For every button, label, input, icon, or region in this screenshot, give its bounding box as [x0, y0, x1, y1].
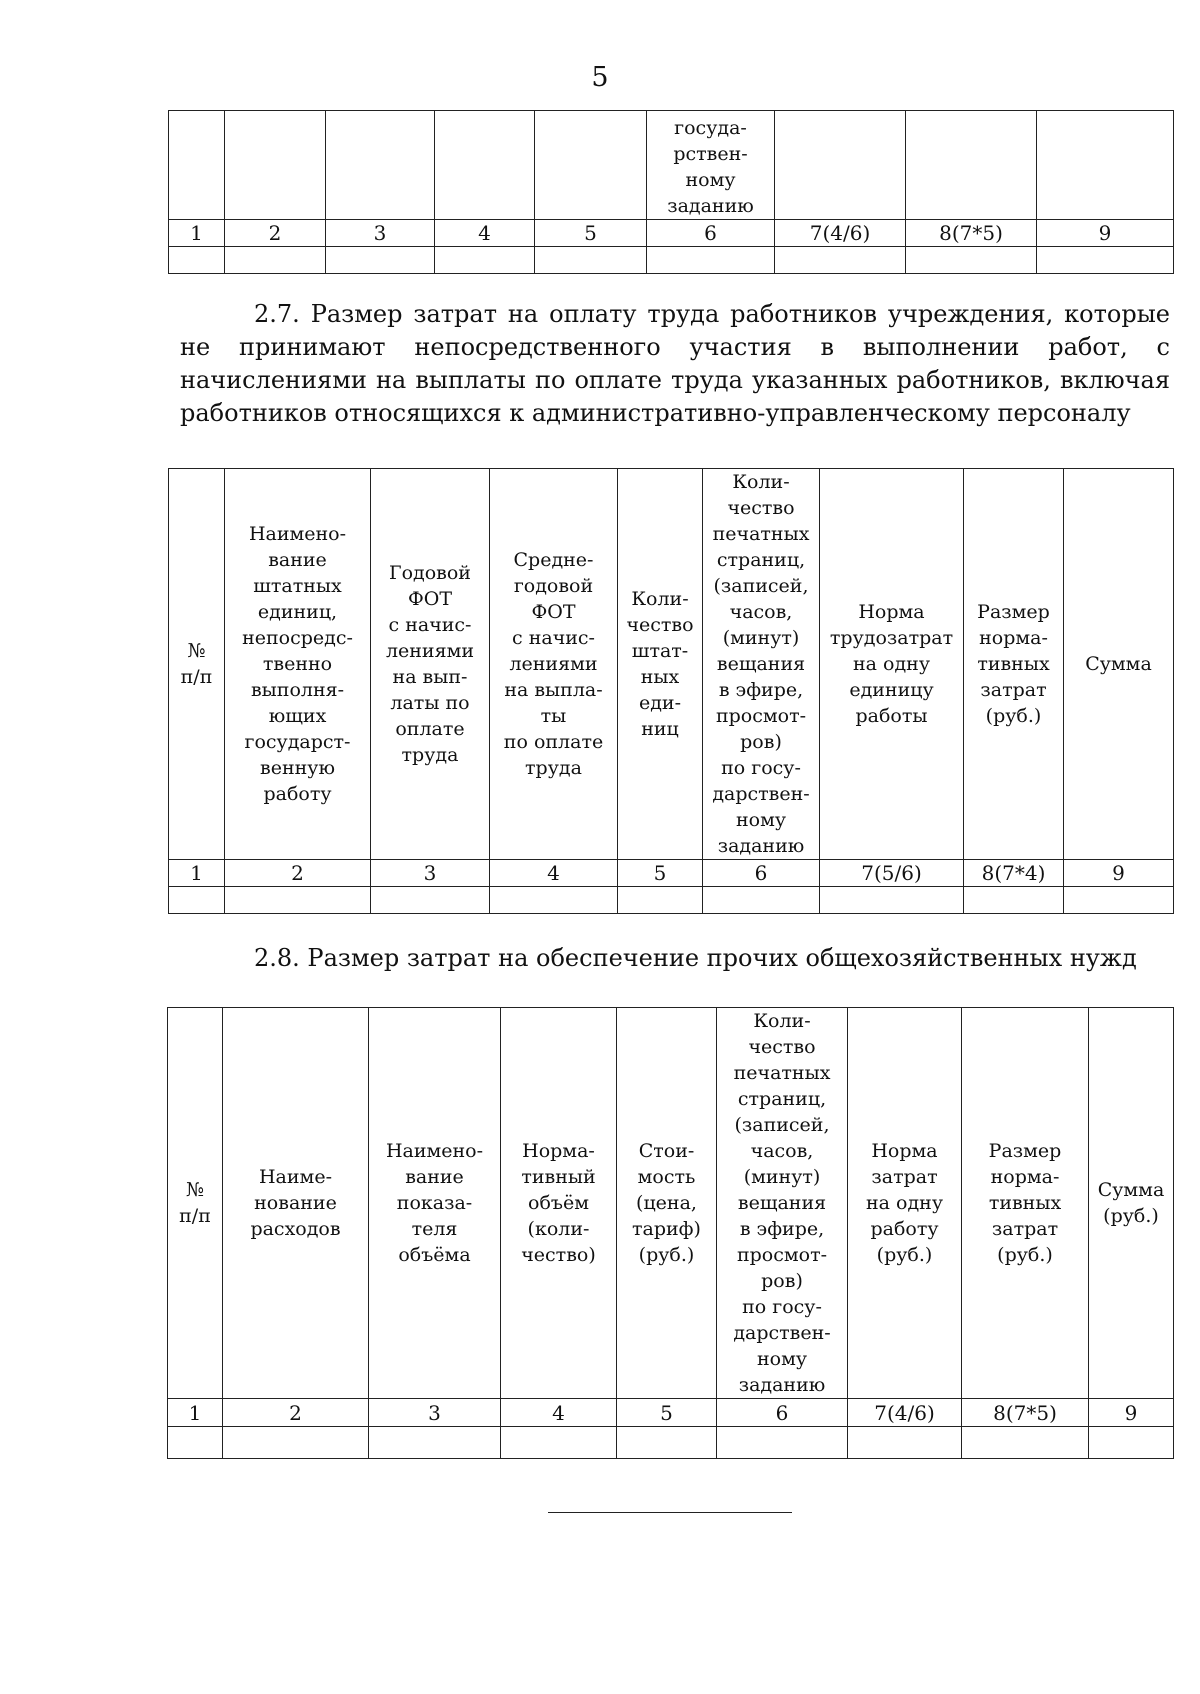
data-cell	[1037, 247, 1174, 274]
column-number: 8(7*5)	[962, 1399, 1089, 1427]
column-number: 3	[371, 860, 490, 887]
header-row	[169, 469, 1174, 860]
data-cell	[964, 887, 1064, 914]
header-cell: Наимено- вание показа- теля объёма	[369, 1008, 501, 1399]
data-cell	[1089, 1427, 1174, 1459]
data-cell	[225, 887, 371, 914]
column-number: 1	[169, 220, 225, 247]
column-number: 4	[501, 1399, 617, 1427]
header-cell: Стои- мость (цена, тариф) (руб.)	[617, 1008, 717, 1399]
data-cell	[647, 247, 775, 274]
header-cell: госуда- рствен- ному заданию	[647, 111, 775, 220]
data-cell	[371, 887, 490, 914]
column-number: 7(4/6)	[848, 1399, 962, 1427]
column-number: 9	[1064, 860, 1174, 887]
header-cell: Норма трудозатрат на одну единицу работы	[820, 469, 964, 860]
section-2-8-heading: 2.8. Размер затрат на обеспечение прочих общехозяйственных нужд	[254, 944, 1137, 972]
empty-data-row	[169, 247, 1174, 274]
header-cell: Годовой ФОТ с начис- лениями на вып- латы по оплате труда	[371, 469, 490, 860]
column-number: 2	[223, 1399, 369, 1427]
header-cell	[435, 111, 535, 220]
column-number: 2	[225, 220, 326, 247]
header-cell	[326, 111, 435, 220]
column-number: 4	[435, 220, 535, 247]
column-number: 1	[168, 1399, 223, 1427]
header-cell: Размер норма- тивных затрат (руб.)	[964, 469, 1064, 860]
header-cell: Коли- чество печатных страниц, (записей, часов, (минут) вещания в эфире, просмот- ров) по госу- дарствен- ному заданию	[703, 469, 820, 860]
column-number: 5	[617, 1399, 717, 1427]
header-cell: Сумма	[1064, 469, 1174, 860]
data-cell	[717, 1427, 848, 1459]
header-cell: Норма затрат на одну работу (руб.)	[848, 1008, 962, 1399]
header-cell	[775, 111, 906, 220]
data-cell	[369, 1427, 501, 1459]
header-cell	[906, 111, 1037, 220]
data-cell	[703, 887, 820, 914]
column-number: 6	[717, 1399, 848, 1427]
data-cell	[962, 1427, 1089, 1459]
data-cell	[223, 1427, 369, 1459]
data-cell	[535, 247, 647, 274]
page-number: 5	[591, 62, 609, 93]
header-cell: Средне- годовой ФОТ с начис- лениями на выпла- ты по оплате труда	[490, 469, 618, 860]
data-cell	[501, 1427, 617, 1459]
data-cell	[618, 887, 703, 914]
empty-data-row	[168, 1427, 1174, 1459]
data-cell	[906, 247, 1037, 274]
column-number: 3	[369, 1399, 501, 1427]
header-cell	[1037, 111, 1174, 220]
header-cell: Наимено- вание штатных единиц, непосредс- твенно выполня- ющих государст- венную работу	[225, 469, 371, 860]
column-number: 7(4/6)	[775, 220, 906, 247]
column-number: 6	[647, 220, 775, 247]
header-cell: Норма- тивный объём (коли- чество)	[501, 1008, 617, 1399]
column-number: 8(7*4)	[964, 860, 1064, 887]
column-number: 3	[326, 220, 435, 247]
header-cell: Коли- чество печатных страниц, (записей, часов, (минут) вещания в эфире, просмот- ров) по госу- дарствен- ному заданию	[717, 1008, 848, 1399]
continuation-table	[168, 110, 1174, 274]
column-number-row	[168, 1399, 1174, 1427]
end-of-document-rule	[548, 1512, 792, 1513]
column-number: 6	[703, 860, 820, 887]
column-number: 2	[225, 860, 371, 887]
column-number-row	[169, 860, 1174, 887]
data-cell	[326, 247, 435, 274]
column-number: 9	[1037, 220, 1174, 247]
header-row	[168, 1008, 1174, 1399]
data-cell	[169, 247, 225, 274]
header-cell	[225, 111, 326, 220]
header-row	[169, 111, 1174, 220]
header-cell: Размер норма- тивных затрат (руб.)	[962, 1008, 1089, 1399]
section-2-7-table	[168, 468, 1174, 914]
data-cell	[168, 1427, 223, 1459]
data-cell	[1064, 887, 1174, 914]
data-cell	[435, 247, 535, 274]
column-number: 5	[535, 220, 647, 247]
data-cell	[490, 887, 618, 914]
header-cell: № п/п	[169, 469, 225, 860]
data-cell	[169, 887, 225, 914]
header-cell: Коли- чество штат- ных еди- ниц	[618, 469, 703, 860]
header-cell: Сумма (руб.)	[1089, 1008, 1174, 1399]
column-number: 1	[169, 860, 225, 887]
section-2-7-heading: 2.7. Размер затрат на оплату труда работников учреждения, которые не принимают непосредственного участия в выполнении работ, с начислениями на выплаты по оплате труда указанных работников, включая работников относящихся к административно-управленческому персоналу	[180, 300, 1170, 427]
data-cell	[225, 247, 326, 274]
column-number-row	[169, 220, 1174, 247]
data-cell	[617, 1427, 717, 1459]
column-number: 4	[490, 860, 618, 887]
column-number: 9	[1089, 1399, 1174, 1427]
header-cell: № п/п	[168, 1008, 223, 1399]
column-number: 8(7*5)	[906, 220, 1037, 247]
data-cell	[848, 1427, 962, 1459]
header-cell	[535, 111, 647, 220]
column-number: 5	[618, 860, 703, 887]
header-cell: Наиме- нование расходов	[223, 1008, 369, 1399]
empty-data-row	[169, 887, 1174, 914]
column-number: 7(5/6)	[820, 860, 964, 887]
data-cell	[775, 247, 906, 274]
data-cell	[820, 887, 964, 914]
header-cell	[169, 111, 225, 220]
section-2-8-table	[167, 1007, 1174, 1459]
